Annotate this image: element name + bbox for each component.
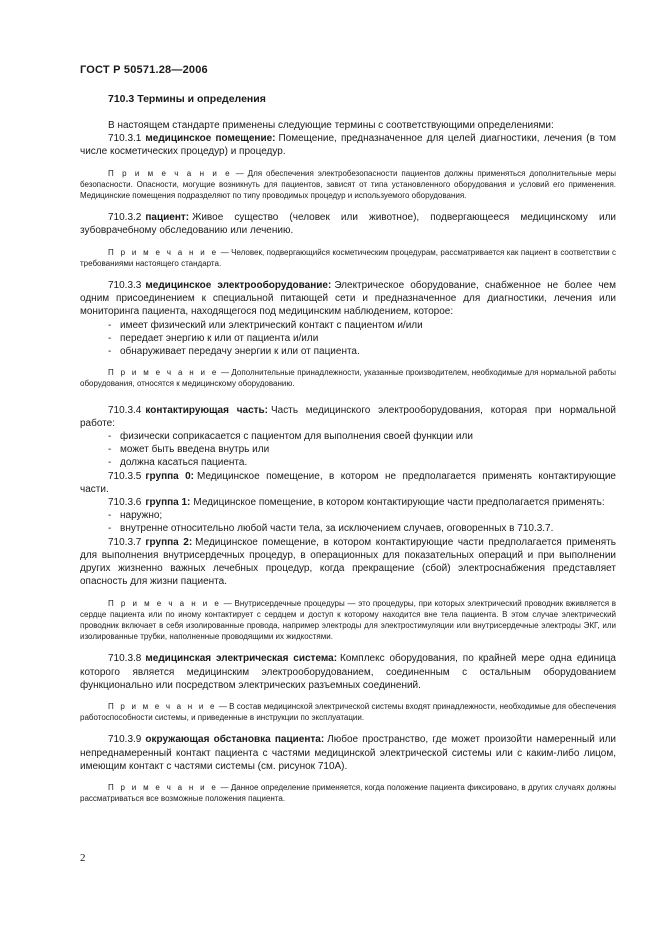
note-label: П р и м е ч а н и е [108, 247, 219, 257]
term-710-3-2 [80, 211, 616, 237]
list-item: - может быть введена внутрь или [108, 444, 270, 456]
note-text: — Внутрисердечные процедуры — это процедуры, при которых электрический проводник вживляется в сердце пациента или по иному контактирует с сердцем и доступ к которому находится вне тела пациента. В этом случае электрический проводник включает в себя изолированные провода, например электроды для электростимуляции или внутрисердечные электроды ЭКГ, или изолированные трубки, наполненные проводящими их жидкостями. [80, 598, 617, 642]
intro-paragraph: В настоящем стандарте применены следующие термины с соответствующими определениями: [108, 120, 554, 131]
note-label: П р и м е ч а н и е [108, 368, 219, 378]
list-item: - наружно; [108, 510, 163, 522]
clause-number: 710.3.4 [108, 404, 142, 416]
term-710-3-3 [80, 279, 616, 319]
list-item: - должна касаться пациента. [108, 457, 248, 469]
term-710-3-5 [80, 470, 616, 496]
note-label: П р и м е ч а н и е [108, 782, 219, 792]
note-text: — Дополнительные принадлежности, указанные производителем, необходимые для нормальной работы оборудования, относятся к медицинскому оборудованию. [80, 368, 616, 389]
document-header: ГОСТ Р 50571.28—2006 [80, 64, 208, 76]
term-definition: Электрическое оборудование, снабженное не более чем одним присоединением к специальной питающей сети и предназначенное для диагностики, лечения или мониторинга пациента, находящегося под медицинским наблюдением, которое: [80, 280, 616, 318]
note-710-3-2 [80, 247, 616, 269]
note-text: — Для обеспечения электробезопасности пациентов должны применяться дополнительные меры безопасности. Опасности, могущие возникнуть для пациентов, зависят от типа установленного оборудования и условий его применения. Медицинские помещения подразделяют по типу проводимых процедур и используемого оборудования. [80, 168, 617, 201]
clause-number: 710.3.1 [108, 133, 142, 145]
term-definition: Медицинское помещение, в котором контактирующие части предполагается применять: [193, 497, 605, 509]
note-710-3-1 [80, 168, 616, 202]
term-definition: Помещение, предназначенное для целей диагностики, лечения (в том числе косметических процедур) и процедур. [80, 133, 616, 158]
term-name: группа 1: [145, 497, 191, 509]
clause-number: 710.3.2 [108, 212, 142, 224]
note-label: П р и м е ч а н и е [108, 701, 217, 711]
term-710-3-1 [80, 132, 616, 158]
section-title: 710.3 Термины и определения [108, 93, 266, 105]
clause-number: 710.3.9 [108, 734, 142, 746]
clause-number: 710.3.5 [108, 470, 142, 482]
note-label: П р и м е ч а н и е [108, 168, 232, 178]
term-definition: Медицинское помещение, в котором не предполагается применять контактирующие части. [80, 470, 616, 495]
term-710-3-8 [80, 652, 616, 692]
term-definition: Медицинское помещение, в котором контактирующие части предполагается применять для выполнения внутрисердечных процедур, в операционных для показательных операций и при выполнении других жизненно важных лечебных процедур, когда прекращение (сбой) электроснабжения представляет опасность для жизни пациента. [80, 536, 617, 588]
note-text: — В состав медицинской электрической системы входят принадлежности, необходимые для обеспечения работоспособности системы, и приведенные в инструкции по эксплуатации. [80, 701, 617, 723]
note-text: — Человек, подвергающийся косметическим процедурам, рассматривается как пациент в соответствии с требованиями настоящего стандарта. [80, 247, 617, 268]
note-710-3-8 [80, 701, 616, 723]
term-name: окружающая обстановка пациента: [145, 734, 325, 746]
term-name: медицинская электрическая система: [145, 653, 338, 665]
term-name: пациент: [145, 212, 190, 224]
note-710-3-9 [80, 782, 616, 804]
term-definition: Комплекс оборудования, по крайней мере одна единица которого является медицинским электрооборудованием, соединенным с остальным оборудованием функционально или посредством электрических разъемных соединений. [80, 653, 616, 691]
term-definition: Любое пространство, где может произойти намеренный или непреднамеренный контакт пациента с частями медицинской электрической системы или с каким-либо лицом, имеющим контакт с частями системы (см. рисунок 710А). [80, 734, 616, 772]
list-item: - имеет физический или электрический контакт с пациентом и/или [108, 319, 423, 331]
term-name: группа 2: [145, 536, 193, 548]
clause-number: 710.3.8 [108, 653, 142, 665]
page-number: 2 [80, 852, 86, 864]
term-name: медицинское помещение: [145, 133, 276, 145]
clause-number: 710.3.6 [108, 497, 142, 509]
term-710-3-9 [80, 733, 616, 773]
list-item: - передает энергию к или от пациента и/или [108, 332, 319, 344]
list-item: - внутренне относительно любой части тела, за исключением случаев, оговоренных в 710.3.7. [108, 523, 554, 535]
note-710-3-3 [80, 367, 616, 389]
note-text: — Данное определение применяется, когда положение пациента фиксировано, в других случаях должны рассматриваться все возможные положения пациента. [80, 782, 616, 804]
list-item: - обнаруживает передачу энергии к или от пациента. [108, 346, 360, 358]
term-name: контактирующая часть: [145, 404, 269, 416]
term-name: группа 0: [145, 470, 195, 482]
clause-number: 710.3.7 [108, 536, 142, 548]
term-name: медицинское электрооборудование: [145, 280, 332, 292]
term-definition: Живое существо (человек или животное), подвергающееся медицинскому или зубоврачебному обследованию или лечению. [80, 212, 616, 237]
note-label: П р и м е ч а н и е [108, 598, 222, 608]
list-item: - физически соприкасается с пациентом для выполнения своей функции или [108, 431, 473, 443]
clause-number: 710.3.3 [108, 280, 142, 292]
term-definition: Часть медицинского электрооборудования, которая при нормальной работе: [80, 404, 616, 429]
term-710-3-6 [80, 496, 616, 509]
term-710-3-7 [80, 536, 616, 589]
term-710-3-4 [80, 404, 616, 430]
note-710-3-7 [80, 598, 616, 643]
